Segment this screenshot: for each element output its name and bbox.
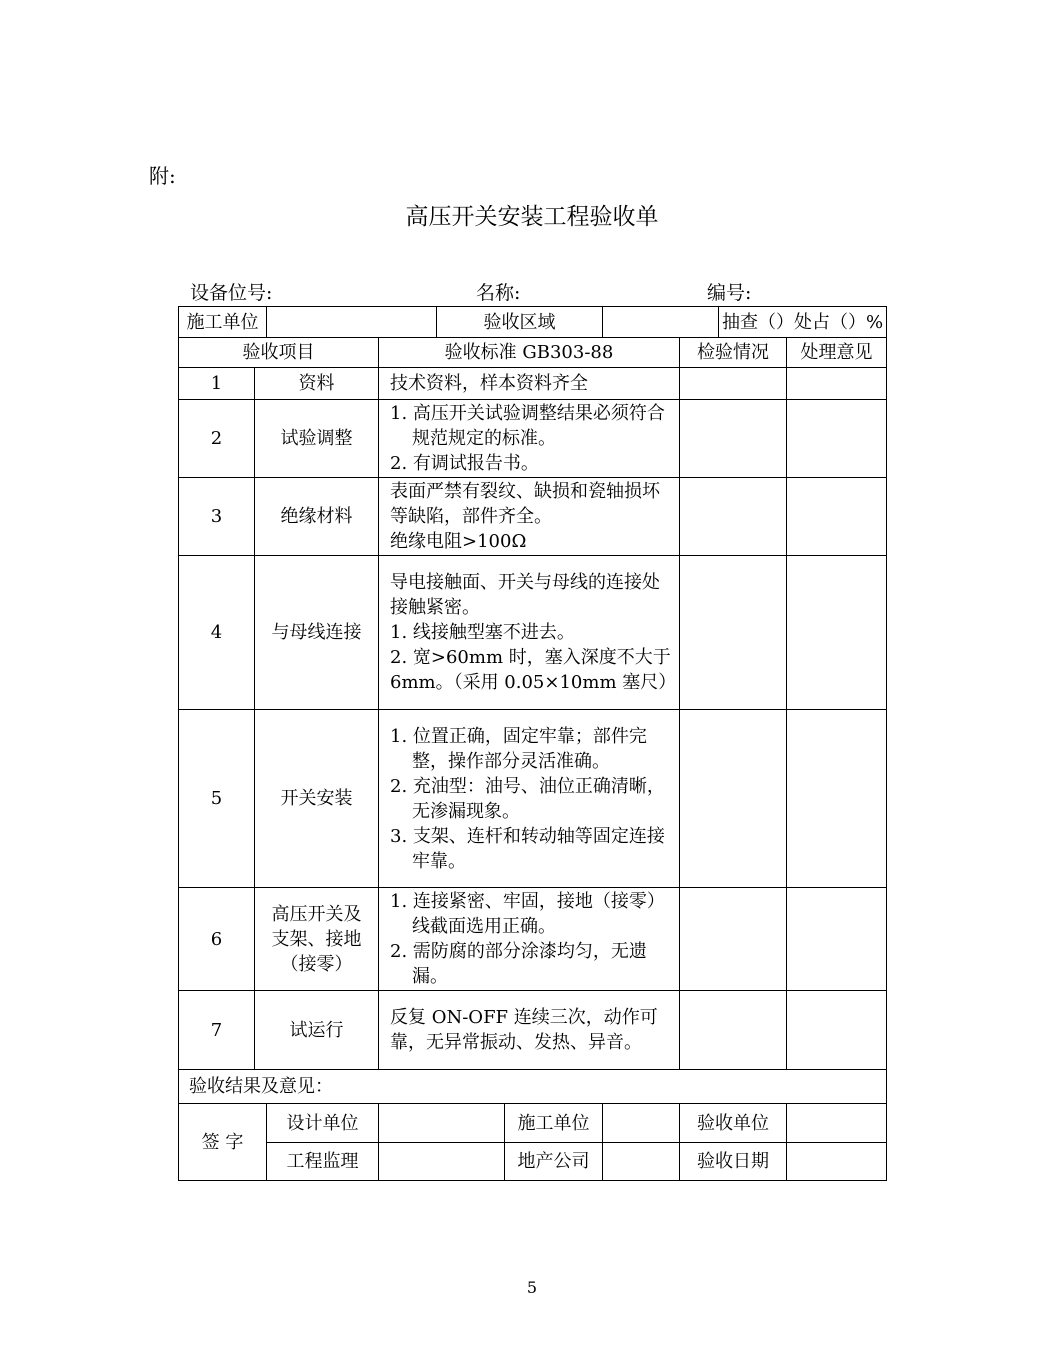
opinion-cell[interactable] <box>787 710 887 888</box>
acceptance-unit-label: 验收单位 <box>680 1104 787 1143</box>
row-number: 1 <box>179 368 255 400</box>
standard-line: 3. 支架、连杆和转动轴等固定连接牢靠。 <box>390 825 665 872</box>
standard-line: 1. 连接紧密、牢固，接地（接零）线截面选用正确。 <box>390 891 665 937</box>
acceptance-date-label: 验收日期 <box>680 1143 787 1181</box>
standard-line: 1. 线接触型塞不进去。 <box>390 622 575 643</box>
inspection-cell[interactable] <box>680 400 787 478</box>
appendix-label: 附: <box>149 164 176 188</box>
result-row <box>179 1070 887 1104</box>
developer-value[interactable] <box>603 1143 680 1181</box>
construction-unit-label: 施工单位 <box>505 1104 603 1143</box>
page-title: 高压开关安装工程验收单 <box>405 204 659 230</box>
design-unit-value[interactable] <box>379 1104 505 1143</box>
opinion-cell[interactable] <box>787 368 887 400</box>
sampling-label: 抽查（）处占（）% <box>719 307 887 338</box>
opinion-cell[interactable] <box>787 991 887 1070</box>
row-standard <box>379 368 680 400</box>
column-item: 验收项目 <box>179 338 379 368</box>
sign-label: 签 字 <box>179 1104 267 1181</box>
standard-line: 1. 高压开关试验调整结果必须符合规范规定的标准。 <box>390 403 665 449</box>
opinion-cell[interactable] <box>787 556 887 710</box>
contractor-value[interactable] <box>267 307 437 338</box>
row-item: 与母线连接 <box>255 556 379 710</box>
inspection-cell[interactable] <box>680 991 787 1070</box>
table-row <box>179 710 887 888</box>
inspection-cell[interactable] <box>680 478 787 556</box>
row-standard <box>379 478 680 556</box>
row-standard <box>379 888 680 991</box>
row-item: 试验调整 <box>255 400 379 478</box>
table-row <box>179 991 887 1070</box>
area-label: 验收区域 <box>437 307 603 338</box>
page-number: 5 <box>526 1278 538 1297</box>
table-row <box>179 888 887 991</box>
standard-line: 2. 需防腐的部分涂漆均匀，无遗漏。 <box>390 941 647 987</box>
column-standard: 验收标准 GB303-88 <box>379 338 680 368</box>
table-row <box>179 478 887 556</box>
serial-label: 编号: <box>707 282 752 304</box>
row-standard <box>379 400 680 478</box>
row-item: 试运行 <box>255 991 379 1070</box>
standard-line: 导电接触面、开关与母线的连接处接触紧密。 <box>390 572 660 618</box>
standard-line: 2. 充油型：油号、油位正确清晰，无渗漏现象。 <box>390 775 665 822</box>
sign-row <box>179 1143 887 1181</box>
inspection-cell[interactable] <box>680 556 787 710</box>
row-number: 7 <box>179 991 255 1070</box>
row-item: 开关安装 <box>255 710 379 888</box>
standard-line: 表面严禁有裂纹、缺损和瓷轴损坏等缺陷，部件齐全。 <box>390 481 660 527</box>
row-item: 资料 <box>255 368 379 400</box>
row-number: 6 <box>179 888 255 991</box>
equipment-no-label: 设备位号: <box>190 282 273 304</box>
row-number: 2 <box>179 400 255 478</box>
row-number: 3 <box>179 478 255 556</box>
opinion-cell[interactable] <box>787 400 887 478</box>
acceptance-unit-value[interactable] <box>787 1104 887 1143</box>
standard-line: 技术资料，样本资料齐全 <box>390 373 588 394</box>
developer-label: 地产公司 <box>505 1143 603 1181</box>
row-standard <box>379 991 680 1070</box>
supervision-value[interactable] <box>379 1143 505 1181</box>
opinion-cell[interactable] <box>787 888 887 991</box>
design-unit-label: 设计单位 <box>267 1104 379 1143</box>
acceptance-date-value[interactable] <box>787 1143 887 1181</box>
row-number: 5 <box>179 710 255 888</box>
column-inspection: 检验情况 <box>680 338 787 368</box>
standard-line: 2. 宽>60mm 时，塞入深度不大于 6mm。（采用 0.05×10mm 塞尺） <box>390 647 677 693</box>
sign-row <box>179 1104 887 1143</box>
supervision-label: 工程监理 <box>267 1143 379 1181</box>
table-row <box>179 368 887 400</box>
row-number: 4 <box>179 556 255 710</box>
table-row <box>179 556 887 710</box>
name-label: 名称: <box>476 282 521 304</box>
column-header-row <box>179 338 887 368</box>
table-row <box>179 400 887 478</box>
result-label[interactable]: 验收结果及意见： <box>179 1070 887 1104</box>
row-item: 高压开关及支架、接地（接零） <box>255 888 379 991</box>
row-item: 绝缘材料 <box>255 478 379 556</box>
column-opinion: 处理意见 <box>787 338 887 368</box>
contractor-label: 施工单位 <box>179 307 267 338</box>
acceptance-table <box>178 306 887 1181</box>
opinion-cell[interactable] <box>787 478 887 556</box>
row-standard <box>379 556 680 710</box>
standard-line: 绝缘电阻>100Ω <box>390 531 527 552</box>
row-standard <box>379 710 680 888</box>
top-row <box>179 307 887 338</box>
standard-line: 1. 位置正确，固定牢靠；部件完整，操作部分灵活准确。 <box>390 725 647 772</box>
construction-unit-value[interactable] <box>603 1104 680 1143</box>
inspection-cell[interactable] <box>680 710 787 888</box>
standard-line: 2. 有调试报告书。 <box>390 453 539 474</box>
area-value[interactable] <box>603 307 719 338</box>
inspection-cell[interactable] <box>680 368 787 400</box>
standard-line: 反复 ON-OFF 连续三次，动作可靠，无异常振动、发热、异音。 <box>390 1007 658 1053</box>
inspection-cell[interactable] <box>680 888 787 991</box>
